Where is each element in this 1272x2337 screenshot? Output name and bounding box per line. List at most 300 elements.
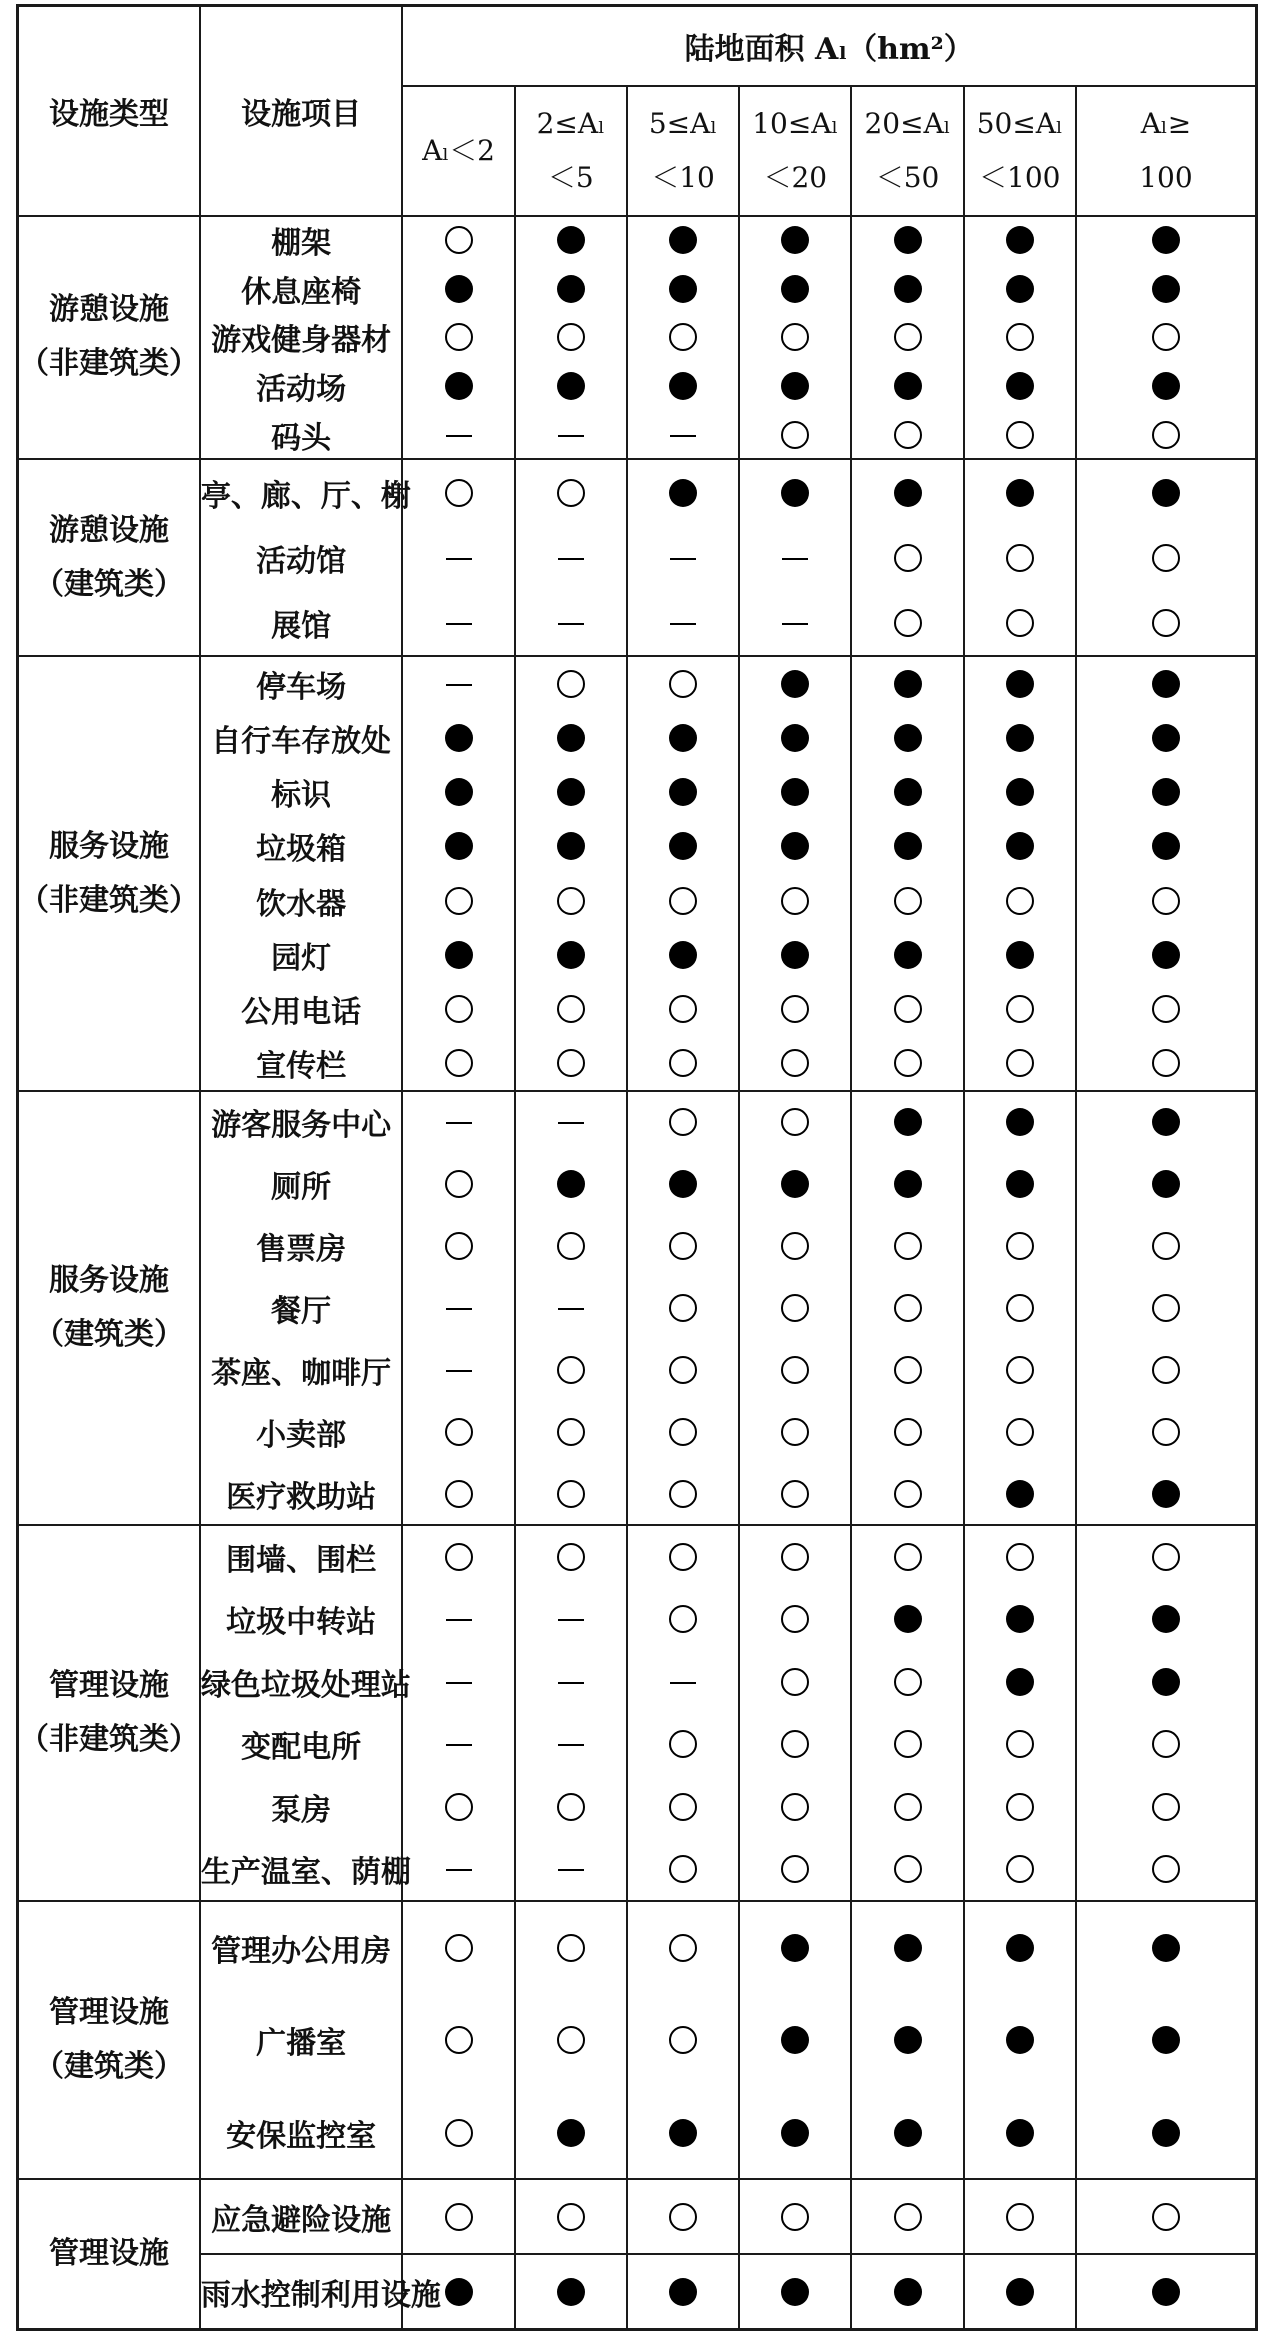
mark-cell-5 bbox=[964, 362, 1076, 411]
facility-item-name: 公用电话 bbox=[200, 982, 402, 1036]
hollow-circle-icon bbox=[1152, 1855, 1180, 1883]
facility-item-name: 活动馆 bbox=[200, 525, 402, 591]
hollow-circle-icon bbox=[1152, 1232, 1180, 1260]
dash-icon bbox=[670, 558, 696, 560]
hollow-circle-icon bbox=[894, 544, 922, 572]
mark-cell-2 bbox=[627, 928, 739, 982]
hollow-circle-icon bbox=[445, 2203, 473, 2231]
hollow-circle-icon bbox=[557, 887, 585, 915]
mark-cell-6 bbox=[1076, 2254, 1257, 2329]
hollow-circle-icon bbox=[1006, 1418, 1034, 1446]
mark-cell-2 bbox=[627, 1463, 739, 1525]
mark-cell-2 bbox=[627, 1901, 739, 1994]
mark-cell-5 bbox=[964, 1215, 1076, 1277]
filled-circle-icon bbox=[1152, 1605, 1180, 1633]
mark-cell-5 bbox=[964, 1994, 1076, 2087]
mark-cell-5 bbox=[964, 216, 1076, 265]
table-row bbox=[18, 1838, 1257, 1901]
hollow-circle-icon bbox=[1006, 544, 1034, 572]
mark-cell-5 bbox=[964, 459, 1076, 525]
table-row bbox=[18, 2179, 1257, 2254]
header-range-line1: Aₗ≥ bbox=[1140, 106, 1192, 140]
mark-cell-5 bbox=[964, 1037, 1076, 1091]
dash-icon bbox=[670, 1682, 696, 1684]
hollow-circle-icon bbox=[557, 1934, 585, 1962]
category-label: 服务设施 bbox=[48, 828, 169, 864]
filled-circle-icon bbox=[1006, 724, 1034, 752]
mark-cell-4 bbox=[851, 1588, 963, 1651]
dash-icon bbox=[446, 1308, 472, 1310]
dash-icon bbox=[446, 1682, 472, 1684]
filled-circle-icon bbox=[1152, 670, 1180, 698]
hollow-circle-icon bbox=[1152, 323, 1180, 351]
filled-circle-icon bbox=[1006, 778, 1034, 806]
filled-circle-icon bbox=[894, 778, 922, 806]
filled-circle-icon bbox=[669, 941, 697, 969]
mark-cell-5 bbox=[964, 1153, 1076, 1215]
mark-cell-0 bbox=[402, 711, 514, 765]
table-row bbox=[18, 1401, 1257, 1463]
hollow-circle-icon bbox=[1006, 1232, 1034, 1260]
mark-cell-3 bbox=[739, 1037, 851, 1091]
filled-circle-icon bbox=[445, 941, 473, 969]
mark-cell-5 bbox=[964, 2254, 1076, 2329]
table-row bbox=[18, 1277, 1257, 1339]
hollow-circle-icon bbox=[669, 1855, 697, 1883]
category-label: 游憩设施 bbox=[48, 292, 169, 328]
table-row bbox=[18, 982, 1257, 1036]
category-label: （建筑类） bbox=[33, 566, 184, 602]
hollow-circle-icon bbox=[781, 1356, 809, 1384]
filled-circle-icon bbox=[894, 372, 922, 400]
mark-cell-6 bbox=[1076, 2087, 1257, 2180]
filled-circle-icon bbox=[1152, 1934, 1180, 1962]
mark-cell-3 bbox=[739, 874, 851, 928]
hollow-circle-icon bbox=[1152, 1418, 1180, 1446]
mark-cell-4 bbox=[851, 1091, 963, 1153]
header-facility-item: 设施项目 bbox=[200, 6, 402, 216]
hollow-circle-icon bbox=[669, 2203, 697, 2231]
mark-cell-2 bbox=[627, 2254, 739, 2329]
hollow-circle-icon bbox=[894, 1730, 922, 1758]
mark-cell-0 bbox=[402, 928, 514, 982]
facility-item-name: 垃圾中转站 bbox=[200, 1588, 402, 1651]
mark-cell-6 bbox=[1076, 591, 1257, 657]
mark-cell-6 bbox=[1076, 1215, 1257, 1277]
dash-icon bbox=[558, 1619, 584, 1621]
mark-cell-6 bbox=[1076, 982, 1257, 1036]
filled-circle-icon bbox=[1152, 832, 1180, 860]
mark-cell-2 bbox=[627, 459, 739, 525]
mark-cell-5 bbox=[964, 1401, 1076, 1463]
category-cell bbox=[18, 459, 200, 656]
mark-cell-3 bbox=[739, 264, 851, 313]
mark-cell-5 bbox=[964, 525, 1076, 591]
filled-circle-icon bbox=[894, 2119, 922, 2147]
mark-cell-0 bbox=[402, 525, 514, 591]
table-row bbox=[18, 264, 1257, 313]
mark-cell-4 bbox=[851, 2179, 963, 2254]
hollow-circle-icon bbox=[1152, 887, 1180, 915]
mark-cell-6 bbox=[1076, 819, 1257, 873]
dash-icon bbox=[446, 1744, 472, 1746]
mark-cell-1 bbox=[515, 982, 627, 1036]
mark-cell-4 bbox=[851, 928, 963, 982]
mark-cell-4 bbox=[851, 1463, 963, 1525]
mark-cell-4 bbox=[851, 1776, 963, 1839]
mark-cell-3 bbox=[739, 459, 851, 525]
dash-icon bbox=[446, 1122, 472, 1124]
hollow-circle-icon bbox=[1152, 1294, 1180, 1322]
filled-circle-icon bbox=[781, 2278, 809, 2306]
facility-item-name: 变配电所 bbox=[200, 1713, 402, 1776]
mark-cell-6 bbox=[1076, 411, 1257, 460]
mark-cell-3 bbox=[739, 1651, 851, 1714]
hollow-circle-icon bbox=[1152, 609, 1180, 637]
mark-cell-6 bbox=[1076, 362, 1257, 411]
mark-cell-0 bbox=[402, 1588, 514, 1651]
mark-cell-2 bbox=[627, 1776, 739, 1839]
filled-circle-icon bbox=[445, 372, 473, 400]
mark-cell-2 bbox=[627, 1339, 739, 1401]
mark-cell-4 bbox=[851, 1153, 963, 1215]
hollow-circle-icon bbox=[669, 887, 697, 915]
header-range-line1: 2≤Aₗ bbox=[536, 106, 605, 140]
filled-circle-icon bbox=[1006, 1170, 1034, 1198]
hollow-circle-icon bbox=[781, 1668, 809, 1696]
filled-circle-icon bbox=[445, 778, 473, 806]
mark-cell-0 bbox=[402, 1401, 514, 1463]
dash-icon bbox=[558, 435, 584, 437]
mark-cell-1 bbox=[515, 525, 627, 591]
facility-item-name: 活动场 bbox=[200, 362, 402, 411]
mark-cell-4 bbox=[851, 711, 963, 765]
mark-cell-5 bbox=[964, 2087, 1076, 2180]
category-cell bbox=[18, 1901, 200, 2180]
hollow-circle-icon bbox=[557, 1049, 585, 1077]
table-row bbox=[18, 1037, 1257, 1091]
mark-cell-1 bbox=[515, 1588, 627, 1651]
hollow-circle-icon bbox=[1006, 1793, 1034, 1821]
mark-cell-3 bbox=[739, 819, 851, 873]
filled-circle-icon bbox=[669, 275, 697, 303]
mark-cell-6 bbox=[1076, 216, 1257, 265]
filled-circle-icon bbox=[1006, 2026, 1034, 2054]
hollow-circle-icon bbox=[1152, 1793, 1180, 1821]
table-row bbox=[18, 1091, 1257, 1153]
mark-cell-1 bbox=[515, 313, 627, 362]
mark-cell-0 bbox=[402, 1463, 514, 1525]
hollow-circle-icon bbox=[781, 995, 809, 1023]
dash-icon bbox=[446, 558, 472, 560]
mark-cell-5 bbox=[964, 1339, 1076, 1401]
category-cell bbox=[18, 2179, 200, 2329]
mark-cell-0 bbox=[402, 1713, 514, 1776]
facility-item-name: 码头 bbox=[200, 411, 402, 460]
filled-circle-icon bbox=[1006, 2278, 1034, 2306]
hollow-circle-icon bbox=[894, 323, 922, 351]
facility-item-name: 售票房 bbox=[200, 1215, 402, 1277]
mark-cell-4 bbox=[851, 2254, 963, 2329]
header-range-6 bbox=[1076, 86, 1257, 216]
facility-item-name: 餐厅 bbox=[200, 1277, 402, 1339]
table-row bbox=[18, 874, 1257, 928]
mark-cell-1 bbox=[515, 819, 627, 873]
hollow-circle-icon bbox=[445, 995, 473, 1023]
mark-cell-3 bbox=[739, 1277, 851, 1339]
facility-item-name: 应急避险设施 bbox=[200, 2179, 402, 2254]
mark-cell-4 bbox=[851, 591, 963, 657]
hollow-circle-icon bbox=[557, 995, 585, 1023]
header-facility-type: 设施类型 bbox=[18, 6, 200, 216]
header-range-0 bbox=[402, 86, 514, 216]
mark-cell-3 bbox=[739, 1153, 851, 1215]
mark-cell-2 bbox=[627, 819, 739, 873]
mark-cell-4 bbox=[851, 313, 963, 362]
hollow-circle-icon bbox=[669, 1294, 697, 1322]
table-row bbox=[18, 2087, 1257, 2180]
facility-item-name: 游戏健身器材 bbox=[200, 313, 402, 362]
dash-icon bbox=[558, 1744, 584, 1746]
mark-cell-1 bbox=[515, 1153, 627, 1215]
dash-icon bbox=[782, 623, 808, 625]
hollow-circle-icon bbox=[781, 1793, 809, 1821]
filled-circle-icon bbox=[1152, 372, 1180, 400]
filled-circle-icon bbox=[781, 1934, 809, 1962]
filled-circle-icon bbox=[1152, 2119, 1180, 2147]
table-row bbox=[18, 1651, 1257, 1714]
hollow-circle-icon bbox=[669, 1418, 697, 1446]
filled-circle-icon bbox=[1006, 1605, 1034, 1633]
hollow-circle-icon bbox=[669, 1793, 697, 1821]
filled-circle-icon bbox=[1006, 226, 1034, 254]
header-range-1 bbox=[515, 86, 627, 216]
filled-circle-icon bbox=[669, 226, 697, 254]
facility-item-name: 绿色垃圾处理站 bbox=[200, 1651, 402, 1714]
mark-cell-6 bbox=[1076, 313, 1257, 362]
filled-circle-icon bbox=[557, 832, 585, 860]
dash-icon bbox=[558, 1308, 584, 1310]
dash-icon bbox=[558, 1869, 584, 1871]
hollow-circle-icon bbox=[669, 995, 697, 1023]
mark-cell-0 bbox=[402, 874, 514, 928]
header-range-line1: 5≤Aₗ bbox=[648, 106, 718, 140]
mark-cell-3 bbox=[739, 313, 851, 362]
mark-cell-3 bbox=[739, 1994, 851, 2087]
mark-cell-1 bbox=[515, 874, 627, 928]
facility-item-name: 停车场 bbox=[200, 656, 402, 710]
mark-cell-4 bbox=[851, 525, 963, 591]
facility-item-name: 安保监控室 bbox=[200, 2087, 402, 2180]
mark-cell-2 bbox=[627, 264, 739, 313]
mark-cell-5 bbox=[964, 928, 1076, 982]
mark-cell-2 bbox=[627, 765, 739, 819]
facility-item-name: 广播室 bbox=[200, 1994, 402, 2087]
hollow-circle-icon bbox=[669, 1480, 697, 1508]
hollow-circle-icon bbox=[557, 323, 585, 351]
mark-cell-1 bbox=[515, 1776, 627, 1839]
mark-cell-6 bbox=[1076, 1901, 1257, 1994]
filled-circle-icon bbox=[781, 832, 809, 860]
mark-cell-1 bbox=[515, 1277, 627, 1339]
mark-cell-1 bbox=[515, 1037, 627, 1091]
hollow-circle-icon bbox=[894, 1418, 922, 1446]
mark-cell-1 bbox=[515, 1994, 627, 2087]
mark-cell-2 bbox=[627, 362, 739, 411]
mark-cell-4 bbox=[851, 1215, 963, 1277]
facility-item-name: 宣传栏 bbox=[200, 1037, 402, 1091]
facility-item-name: 休息座椅 bbox=[200, 264, 402, 313]
mark-cell-3 bbox=[739, 982, 851, 1036]
mark-cell-0 bbox=[402, 1339, 514, 1401]
hollow-circle-icon bbox=[445, 479, 473, 507]
hollow-circle-icon bbox=[1006, 323, 1034, 351]
mark-cell-3 bbox=[739, 1091, 851, 1153]
table-row bbox=[18, 411, 1257, 460]
header-range-line2: ＜50 bbox=[875, 160, 940, 194]
facility-item-name: 茶座、咖啡厅 bbox=[200, 1339, 402, 1401]
mark-cell-6 bbox=[1076, 1994, 1257, 2087]
header-range-line1: 20≤Aₗ bbox=[864, 106, 951, 140]
filled-circle-icon bbox=[669, 724, 697, 752]
filled-circle-icon bbox=[669, 2119, 697, 2147]
hollow-circle-icon bbox=[1006, 1049, 1034, 1077]
dash-icon bbox=[446, 1619, 472, 1621]
facility-item-name: 展馆 bbox=[200, 591, 402, 657]
mark-cell-0 bbox=[402, 819, 514, 873]
table-row bbox=[18, 362, 1257, 411]
filled-circle-icon bbox=[894, 941, 922, 969]
filled-circle-icon bbox=[557, 2278, 585, 2306]
mark-cell-3 bbox=[739, 1463, 851, 1525]
mark-cell-2 bbox=[627, 656, 739, 710]
mark-cell-1 bbox=[515, 264, 627, 313]
hollow-circle-icon bbox=[669, 2026, 697, 2054]
hollow-circle-icon bbox=[557, 1418, 585, 1446]
header-range-line2: ＜20 bbox=[763, 160, 828, 194]
hollow-circle-icon bbox=[781, 1108, 809, 1136]
table-row bbox=[18, 313, 1257, 362]
mark-cell-2 bbox=[627, 411, 739, 460]
category-label: （建筑类） bbox=[33, 2049, 184, 2085]
mark-cell-4 bbox=[851, 1901, 963, 1994]
mark-cell-0 bbox=[402, 1776, 514, 1839]
filled-circle-icon bbox=[894, 832, 922, 860]
mark-cell-4 bbox=[851, 1525, 963, 1588]
filled-circle-icon bbox=[1006, 1934, 1034, 1962]
mark-cell-4 bbox=[851, 216, 963, 265]
mark-cell-1 bbox=[515, 1215, 627, 1277]
category-cell bbox=[18, 656, 200, 1091]
filled-circle-icon bbox=[894, 1108, 922, 1136]
hollow-circle-icon bbox=[557, 479, 585, 507]
filled-circle-icon bbox=[1006, 2119, 1034, 2147]
mark-cell-6 bbox=[1076, 765, 1257, 819]
mark-cell-4 bbox=[851, 1838, 963, 1901]
filled-circle-icon bbox=[1006, 1480, 1034, 1508]
hollow-circle-icon bbox=[894, 887, 922, 915]
mark-cell-0 bbox=[402, 2179, 514, 2254]
filled-circle-icon bbox=[781, 724, 809, 752]
filled-circle-icon bbox=[781, 1170, 809, 1198]
hollow-circle-icon bbox=[781, 887, 809, 915]
mark-cell-0 bbox=[402, 2087, 514, 2180]
mark-cell-3 bbox=[739, 1901, 851, 1994]
mark-cell-1 bbox=[515, 362, 627, 411]
mark-cell-5 bbox=[964, 656, 1076, 710]
mark-cell-3 bbox=[739, 711, 851, 765]
hollow-circle-icon bbox=[894, 2203, 922, 2231]
category-cell bbox=[18, 216, 200, 460]
mark-cell-0 bbox=[402, 1525, 514, 1588]
category-label: 游憩设施 bbox=[48, 512, 169, 548]
table-row bbox=[18, 1713, 1257, 1776]
mark-cell-5 bbox=[964, 313, 1076, 362]
mark-cell-6 bbox=[1076, 525, 1257, 591]
mark-cell-0 bbox=[402, 591, 514, 657]
hollow-circle-icon bbox=[781, 1605, 809, 1633]
filled-circle-icon bbox=[1006, 941, 1034, 969]
header-range-line1: 50≤Aₗ bbox=[976, 106, 1063, 140]
filled-circle-icon bbox=[1152, 724, 1180, 752]
header-range-5 bbox=[964, 86, 1076, 216]
hollow-circle-icon bbox=[669, 323, 697, 351]
facility-item-name: 垃圾箱 bbox=[200, 819, 402, 873]
table-row bbox=[18, 765, 1257, 819]
mark-cell-0 bbox=[402, 656, 514, 710]
mark-cell-5 bbox=[964, 591, 1076, 657]
hollow-circle-icon bbox=[781, 1049, 809, 1077]
hollow-circle-icon bbox=[894, 1668, 922, 1696]
table-row bbox=[18, 1153, 1257, 1215]
hollow-circle-icon bbox=[445, 2119, 473, 2147]
filled-circle-icon bbox=[557, 778, 585, 806]
mark-cell-0 bbox=[402, 411, 514, 460]
hollow-circle-icon bbox=[781, 1418, 809, 1446]
filled-circle-icon bbox=[669, 2278, 697, 2306]
filled-circle-icon bbox=[894, 275, 922, 303]
mark-cell-0 bbox=[402, 1651, 514, 1714]
category-label: （非建筑类） bbox=[19, 882, 199, 918]
table-row bbox=[18, 1901, 1257, 1994]
filled-circle-icon bbox=[557, 724, 585, 752]
hollow-circle-icon bbox=[894, 1543, 922, 1571]
hollow-circle-icon bbox=[1152, 421, 1180, 449]
hollow-circle-icon bbox=[894, 995, 922, 1023]
facility-item-name: 泵房 bbox=[200, 1776, 402, 1839]
mark-cell-3 bbox=[739, 1525, 851, 1588]
filled-circle-icon bbox=[1152, 2026, 1180, 2054]
mark-cell-5 bbox=[964, 1838, 1076, 1901]
filled-circle-icon bbox=[669, 832, 697, 860]
filled-circle-icon bbox=[1152, 226, 1180, 254]
filled-circle-icon bbox=[894, 2026, 922, 2054]
facility-item-name: 自行车存放处 bbox=[200, 711, 402, 765]
filled-circle-icon bbox=[781, 2026, 809, 2054]
mark-cell-6 bbox=[1076, 928, 1257, 982]
hollow-circle-icon bbox=[669, 1108, 697, 1136]
mark-cell-0 bbox=[402, 1277, 514, 1339]
dash-icon bbox=[446, 623, 472, 625]
mark-cell-2 bbox=[627, 1838, 739, 1901]
mark-cell-2 bbox=[627, 1215, 739, 1277]
hollow-circle-icon bbox=[894, 1855, 922, 1883]
mark-cell-5 bbox=[964, 1091, 1076, 1153]
mark-cell-6 bbox=[1076, 2179, 1257, 2254]
mark-cell-6 bbox=[1076, 1838, 1257, 1901]
mark-cell-3 bbox=[739, 1339, 851, 1401]
hollow-circle-icon bbox=[894, 1356, 922, 1384]
